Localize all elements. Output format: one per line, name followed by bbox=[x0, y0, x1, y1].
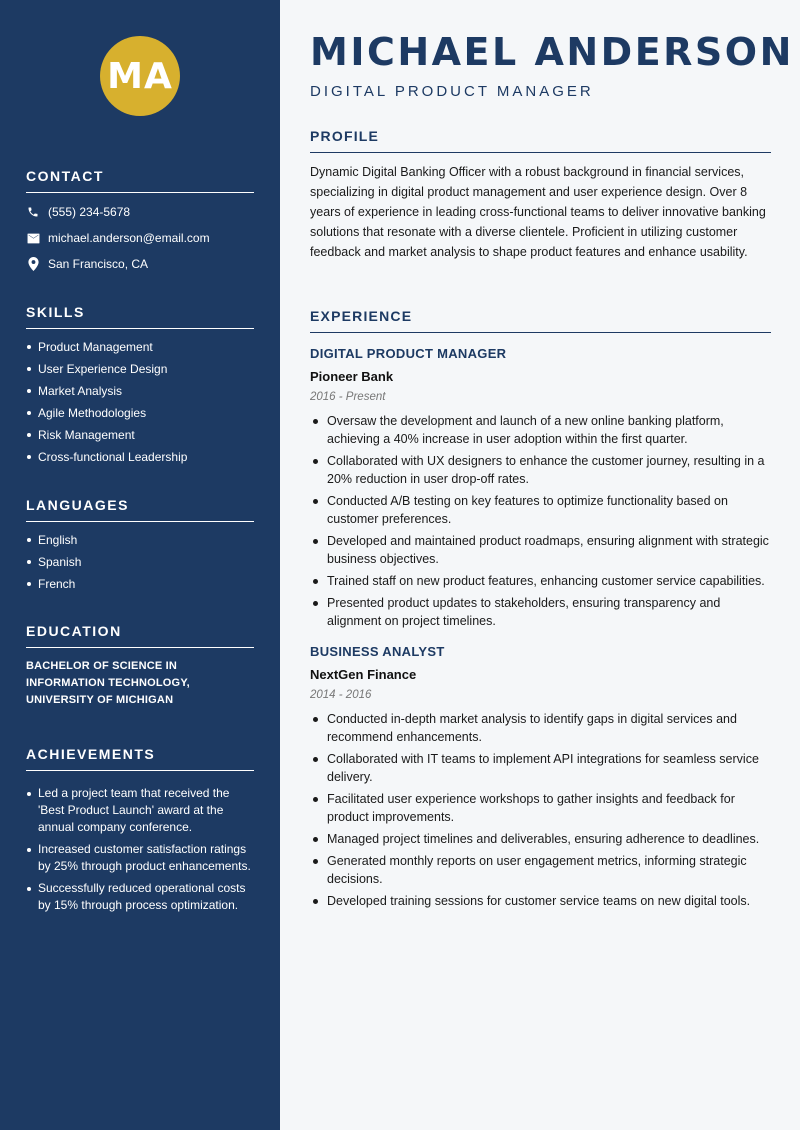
job-bullet: Generated monthly reports on user engagement metrics, informing strategic decisions. bbox=[310, 852, 771, 888]
candidate-title: DIGITAL PRODUCT MANAGER bbox=[310, 83, 594, 100]
university-line: UNIVERSITY OF MICHIGAN bbox=[26, 694, 174, 706]
job-role: DIGITAL PRODUCT MANAGER bbox=[310, 346, 507, 361]
skill-item: Market Analysis bbox=[26, 380, 254, 402]
achievements-heading: ACHIEVEMENTS bbox=[26, 746, 254, 771]
degree-line: BACHELOR OF SCIENCE IN bbox=[26, 660, 178, 672]
profile-heading: PROFILE bbox=[310, 128, 771, 153]
language-item: French bbox=[26, 573, 254, 595]
degree-line: INFORMATION TECHNOLOGY, bbox=[26, 677, 190, 689]
job-bullet: Oversaw the development and launch of a new online banking platform, achieving a 40% increase in user adoption within the first quarter. bbox=[310, 412, 771, 448]
language-item: English bbox=[26, 529, 254, 551]
job-bullet: Conducted A/B testing on key features to optimize functionality based on customer preferences. bbox=[310, 492, 771, 528]
skill-item: Risk Management bbox=[26, 424, 254, 446]
skill-item: User Experience Design bbox=[26, 358, 254, 380]
job-bullet: Trained staff on new product features, enhancing customer service capabilities. bbox=[310, 572, 771, 590]
skills-heading: SKILLS bbox=[26, 304, 254, 329]
achievements-section bbox=[26, 746, 254, 919]
achievement-item: Led a project team that received the 'Best Product Launch' award at the annual company conference. bbox=[26, 785, 254, 836]
languages-heading: LANGUAGES bbox=[26, 497, 254, 522]
skills-section bbox=[26, 304, 254, 468]
avatar bbox=[100, 36, 180, 116]
email-icon bbox=[26, 231, 40, 245]
contact-section bbox=[26, 168, 254, 277]
experience-heading: EXPERIENCE bbox=[310, 308, 771, 333]
contact-heading: CONTACT bbox=[26, 168, 254, 193]
achievement-item: Increased customer satisfaction ratings by 25% through product enhancements. bbox=[26, 841, 254, 875]
job-bullet: Developed and maintained product roadmaps, ensuring alignment with strategic business objectives. bbox=[310, 532, 771, 568]
job-bullet: Conducted in-depth market analysis to identify gaps in digital services and recommend enhancements. bbox=[310, 710, 771, 746]
job-role: BUSINESS ANALYST bbox=[310, 644, 445, 659]
email-text: michael.anderson@email.com bbox=[48, 231, 210, 245]
education-heading: EDUCATION bbox=[26, 623, 254, 648]
job-company: Pioneer Bank bbox=[310, 369, 394, 384]
profile-text: Dynamic Digital Banking Officer with a robust background in financial services, specializing in digital product management and user experience design. Over 8 years of experience in leading cross-functional teams to deliver innovative banking solutions that resonate with a diverse clientele. Proficient in utilizing customer feedback and market analysis to shape product features and enhance usability. bbox=[310, 165, 766, 259]
skill-item: Agile Methodologies bbox=[26, 402, 254, 424]
education-section bbox=[26, 623, 254, 709]
sidebar bbox=[0, 0, 280, 1130]
skill-item: Cross-functional Leadership bbox=[26, 446, 254, 468]
experience-section bbox=[310, 308, 771, 914]
job-bullet: Collaborated with IT teams to implement API integrations for seamless service delivery. bbox=[310, 750, 771, 786]
job-entry bbox=[310, 346, 771, 630]
job-bullet: Facilitated user experience workshops to gather insights and feedback for product improvements. bbox=[310, 790, 771, 826]
job-dates: 2014 - 2016 bbox=[310, 689, 372, 701]
education-degree bbox=[26, 658, 254, 709]
job-bullet: Developed training sessions for customer service teams on new digital tools. bbox=[310, 892, 771, 910]
contact-email bbox=[26, 225, 254, 251]
job-dates: 2016 - Present bbox=[310, 391, 386, 403]
job-entry bbox=[310, 644, 771, 910]
achievement-item: Successfully reduced operational costs by 15% through process optimization. bbox=[26, 880, 254, 914]
job-bullet: Managed project timelines and deliverables, ensuring adherence to deadlines. bbox=[310, 830, 771, 848]
job-company: NextGen Finance bbox=[310, 667, 417, 682]
job-bullet: Presented product updates to stakeholders, ensuring transparency and alignment on project timelines. bbox=[310, 594, 771, 630]
profile-section bbox=[310, 128, 771, 262]
job-bullet: Collaborated with UX designers to enhance the customer journey, resulting in a 20% reduction in user drop-off rates. bbox=[310, 452, 771, 488]
phone-icon bbox=[26, 205, 40, 219]
language-item: Spanish bbox=[26, 551, 254, 573]
contact-location bbox=[26, 251, 254, 277]
contact-phone bbox=[26, 199, 254, 225]
candidate-name: MICHAEL ANDERSON bbox=[310, 30, 794, 74]
location-text: San Francisco, CA bbox=[48, 257, 149, 271]
location-pin-icon bbox=[26, 257, 40, 271]
phone-text: (555) 234-5678 bbox=[48, 205, 131, 219]
languages-section bbox=[26, 497, 254, 595]
avatar-initials: MA bbox=[107, 55, 173, 97]
skill-item: Product Management bbox=[26, 336, 254, 358]
